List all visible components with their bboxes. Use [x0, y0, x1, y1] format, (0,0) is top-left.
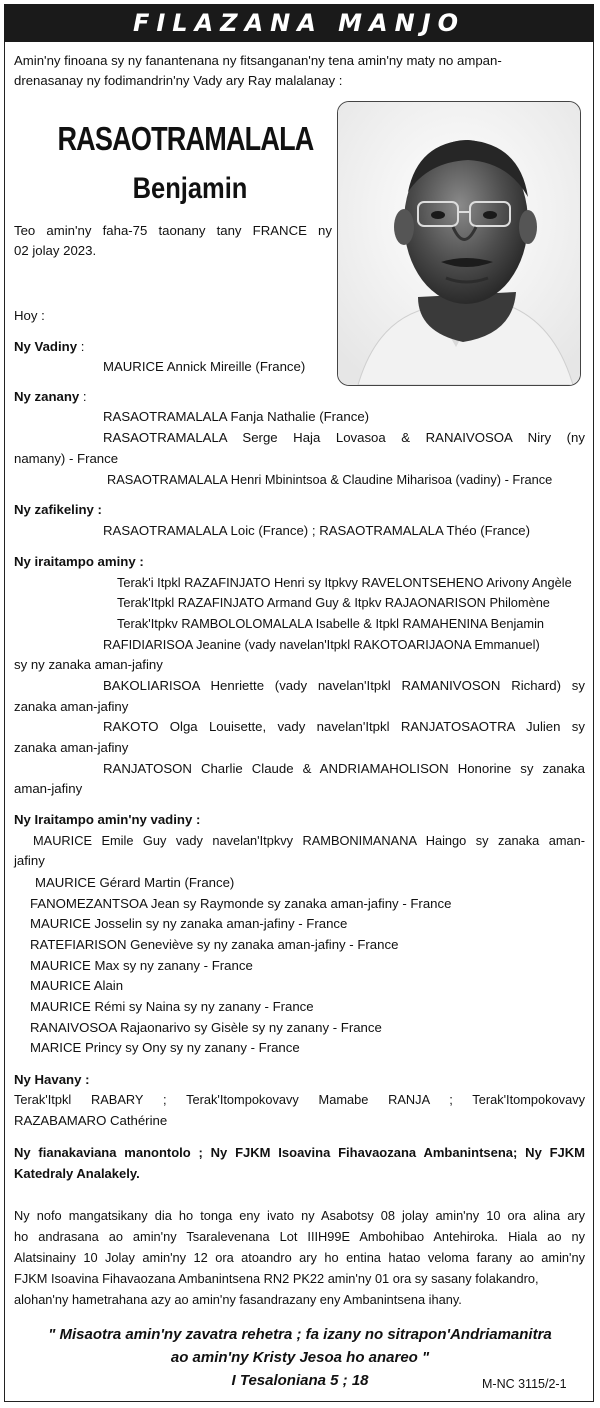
section-vadiny-heading [14, 337, 84, 358]
deceased-given-name: Benjamin [132, 172, 248, 205]
bible-quote-reference: I Tesaloniana 5 ; 18 [231, 1372, 369, 1389]
funeral-line: alohan'ny hametrahana azy ao amin'ny fasandrazany eny Ambanintsena ihany. [14, 1292, 462, 1307]
iraitampo-line: sy ny zanaka aman-jafiny [14, 657, 163, 672]
portrait-image [338, 102, 580, 385]
bible-quote-line-1: " Misaotra amin'ny zavatra rehetra ; fa izany no sitrapon'Andriamanitra [48, 1326, 552, 1343]
iraitampo-vadiny-line: RANAIVOSOA Rajaonarivo sy Gisèle sy ny zanany - France [30, 1020, 382, 1035]
fianakaviana-line-2: Katedraly Analakely. [14, 1166, 140, 1181]
deceased-surname: RASAOTRAMALALA [57, 120, 314, 157]
section-iraitampo-label: Ny iraitampo aminy : [14, 554, 144, 569]
section-vadiny-colon: : [77, 339, 85, 354]
section-havany-label: Ny Havany : [14, 1072, 90, 1087]
iraitampo-vadiny-line: MAURICE Emile Guy vady navelan'Itpkvy RAMBONIMANANA Haingo sy zanaka aman- [33, 833, 585, 848]
iraitampo-line: Terak'i Itpkl RAZAFINJATO Henri sy Itpkvy RAVELONTSEHENO Arivony Angèle [117, 575, 572, 590]
iraitampo-vadiny-line: MAURICE Gérard Martin (France) [35, 875, 235, 890]
death-notice-line-2: 02 jolay 2023. [14, 243, 97, 258]
zanany-line: RASAOTRAMALALA Fanja Nathalie (France) [103, 409, 370, 424]
section-zanany-label: Ny zanany [14, 389, 80, 404]
funeral-line: FJKM Isoavina Fihavaozana Ambanintsena RN2 PK22 amin'ny 01 ora sy sasany folakandro, [14, 1271, 539, 1286]
funeral-line: Alatsinainy 10 Jolay amin'ny 12 ora atoandro ary ho entina hatao veloma farany ao amin'ny [14, 1250, 585, 1265]
havany-line: Terak'Itpkl RABARY ; Terak'Itompokovavy Mamabe RANJA ; Terak'Itompokovavy [14, 1092, 585, 1107]
section-zanany-heading [14, 387, 87, 408]
zanany-line: namany) - France [14, 451, 119, 466]
iraitampo-line: RANJATOSON Charlie Claude & ANDRIAMAHOLISON Honorine sy zanaka [103, 761, 585, 776]
section-zanany-colon: : [79, 389, 87, 404]
portrait-photo [337, 101, 581, 386]
intro-line-1: Amin'ny finoana sy ny fanantenana ny fitsanganan'ny tena amin'ny maty no ampan- [14, 53, 502, 68]
vadiny-line: MAURICE Annick Mireille (France) [103, 359, 306, 374]
funeral-line: ho andrasana ao amin'ny Tsaralevenana Lot IIIH99E Ambohibao Antehiroka. Hiala ao ny [14, 1229, 585, 1244]
hoy-label: Hoy : [14, 308, 45, 323]
section-vadiny-label: Ny Vadiny [14, 339, 78, 354]
zanany-line: RASAOTRAMALALA Henri Mbinintsoa & Claudine Miharisoa (vadiny) - France [107, 472, 553, 487]
havany-line: RAZABAMARO Cathérine [14, 1113, 168, 1128]
notice-banner [4, 4, 594, 42]
fianakaviana-line-1: Ny fianakaviana manontolo ; Ny FJKM Isoavina Fihavaozana Ambanintsena; Ny FJKM [14, 1145, 585, 1160]
iraitampo-line: RAKOTO Olga Louisette, vady navelan'Itpkl RANJATOSAOTRA Julien sy [103, 719, 585, 734]
iraitampo-line: aman-jafiny [14, 781, 83, 796]
iraitampo-line: BAKOLIARISOA Henriette (vady navelan'Itpkl RAMANIVOSON Richard) sy [103, 678, 585, 693]
zafikeliny-line: RASAOTRAMALALA Loic (France) ; RASAOTRAMALALA Théo (France) [103, 523, 531, 538]
iraitampo-vadiny-line: MAURICE Alain [30, 978, 124, 993]
ad-reference: M-NC 3115/2-1 [482, 1377, 567, 1391]
funeral-line: Ny nofo mangatsikany dia ho tonga eny ivato ny Asabotsy 08 jolay amin'ny 10 ora alina ary [14, 1208, 585, 1223]
iraitampo-vadiny-line: MAURICE Max sy ny zanany - France [30, 958, 253, 973]
iraitampo-vadiny-line: jafiny [14, 853, 45, 868]
bible-quote-line-2: ao amin'ny Kristy Jesoa ho anareo " [170, 1349, 430, 1366]
notice-title: FILAZANA MANJO [132, 9, 466, 37]
section-iraitampo-vadiny-label: Ny Iraitampo amin'ny vadiny : [14, 812, 201, 827]
iraitampo-line: zanaka aman-jafiny [14, 740, 129, 755]
iraitampo-line: Terak'Itpkl RAZAFINJATO Armand Guy & Itpkv RAJAONARISON Philomène [117, 595, 550, 610]
iraitampo-vadiny-line: FANOMEZANTSOA Jean sy Raymonde sy zanaka aman-jafiny - France [30, 896, 452, 911]
iraitampo-vadiny-line: MARICE Princy sy Ony sy ny zanany - France [30, 1040, 300, 1055]
iraitampo-line: Terak'Itpkv RAMBOLOLOMALALA Isabelle & Itpkl RAMAHENINA Benjamin [117, 616, 545, 631]
zanany-line: RASAOTRAMALALA Serge Haja Lovasoa & RANAIVOSOA Niry (ny [103, 430, 585, 445]
intro-line-2: drenasanay ny fodimandrin'ny Vady ary Ray malalanay : [14, 73, 343, 88]
iraitampo-vadiny-line: MAURICE Rémi sy Naina sy ny zanany - France [30, 999, 314, 1014]
iraitampo-vadiny-line: RATEFIARISON Geneviève sy ny zanaka aman-jafiny - France [30, 937, 399, 952]
section-zafikeliny-label: Ny zafikeliny : [14, 502, 102, 517]
iraitampo-vadiny-line: MAURICE Josselin sy ny zanaka aman-jafiny - France [30, 916, 348, 931]
death-notice-line-1: Teo amin'ny faha-75 taonany tany FRANCE ny [14, 223, 332, 238]
iraitampo-line: RAFIDIARISOA Jeanine (vady navelan'Itpkl RAKOTOARIJAONA Emmanuel) [103, 637, 540, 652]
iraitampo-line: zanaka aman-jafiny [14, 699, 129, 714]
